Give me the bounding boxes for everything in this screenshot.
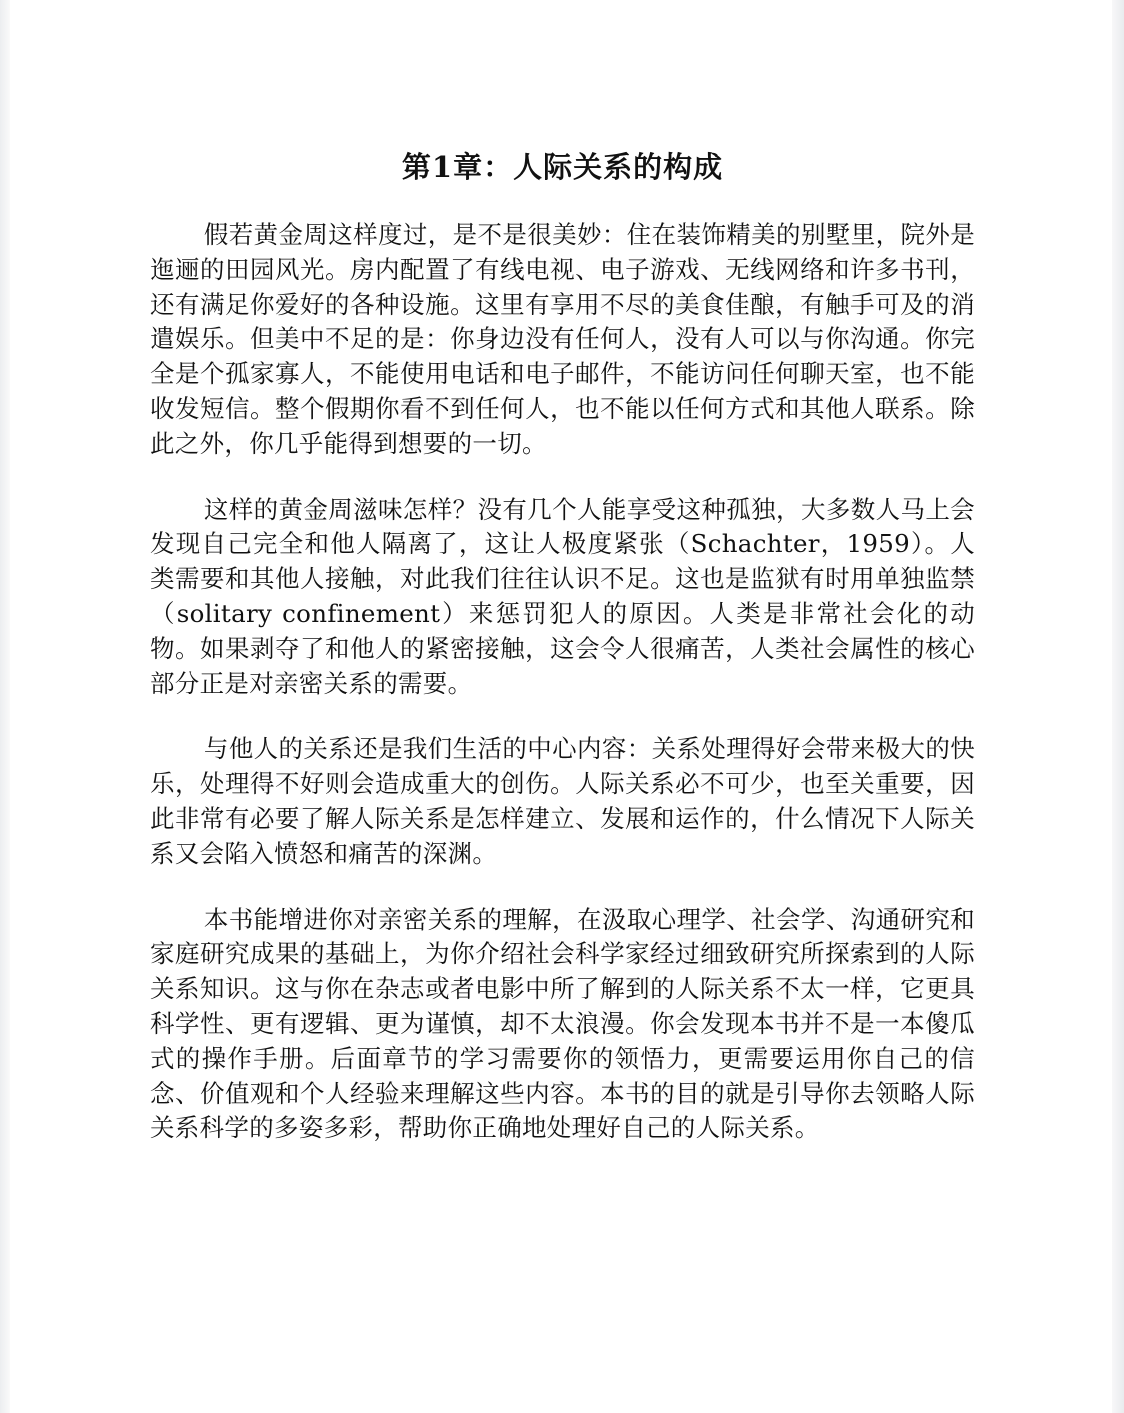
page-edge-left: [0, 0, 10, 1413]
page-edge-right: [1112, 0, 1124, 1413]
paragraph-4: 本书能增进你对亲密关系的理解，在汲取心理学、社会学、沟通研究和家庭研究成果的基础上，为你介绍社会科学家经过细致研究所探索到的人际关系知识。这与你在杂志或者电影中所了解到的人际关系不太一样，它更具科学性、更有逻辑、更为谨慎，却不太浪漫。你会发现本书并不是一本傻瓜式的操作手册。后面章节的学习需要你的领悟力，更需要运用你自己的信念、价值观和个人经验来理解这些内容。本书的目的就是引导你去领略人际关系科学的多姿多彩，帮助你正确地处理好自己的人际关系。: [150, 904, 975, 1143]
book-page: [150, 146, 975, 1177]
chapter-title: 第1章：人际关系的构成: [401, 150, 724, 184]
paragraph-3: 与他人的关系还是我们生活的中心内容：关系处理得好会带来极大的快乐，处理得不好则会造成重大的创伤。人际关系必不可少，也至关重要，因此非常有必要了解人际关系是怎样建立、发展和运作的，什么情况下人际关系又会陷入愤怒和痛苦的深渊。: [150, 734, 975, 868]
paragraph-2: 这样的黄金周滋味怎样？没有几个人能享受这种孤独，大多数人马上会发现自己完全和他人隔离了，这让人极度紧张（Schachter，1959）。人类需要和其他人接触，对此我们往往认识不足。这也是监狱有时用单独监禁（solitary confinement）来惩罚犯人的原因。人类是非常社会化的动物。如果剥夺了和他人的紧密接触，这会令人很痛苦，人类社会属性的核心部分正是对亲密关系的需要。: [150, 494, 975, 698]
paragraph-1: 假若黄金周这样度过，是不是很美妙：住在装饰精美的别墅里，院外是迤逦的田园风光。房内配置了有线电视、电子游戏、无线网络和许多书刊，还有满足你爱好的各种设施。这里有享用不尽的美食佳酿，有触手可及的消遣娱乐。但美中不足的是：你身边没有任何人，没有人可以与你沟通。你完全是个孤家寡人，不能使用电话和电子邮件，不能访问任何聊天室，也不能收发短信。整个假期你看不到任何人，也不能以任何方式和其他人联系。除此之外，你几乎能得到想要的一切。: [150, 220, 975, 458]
